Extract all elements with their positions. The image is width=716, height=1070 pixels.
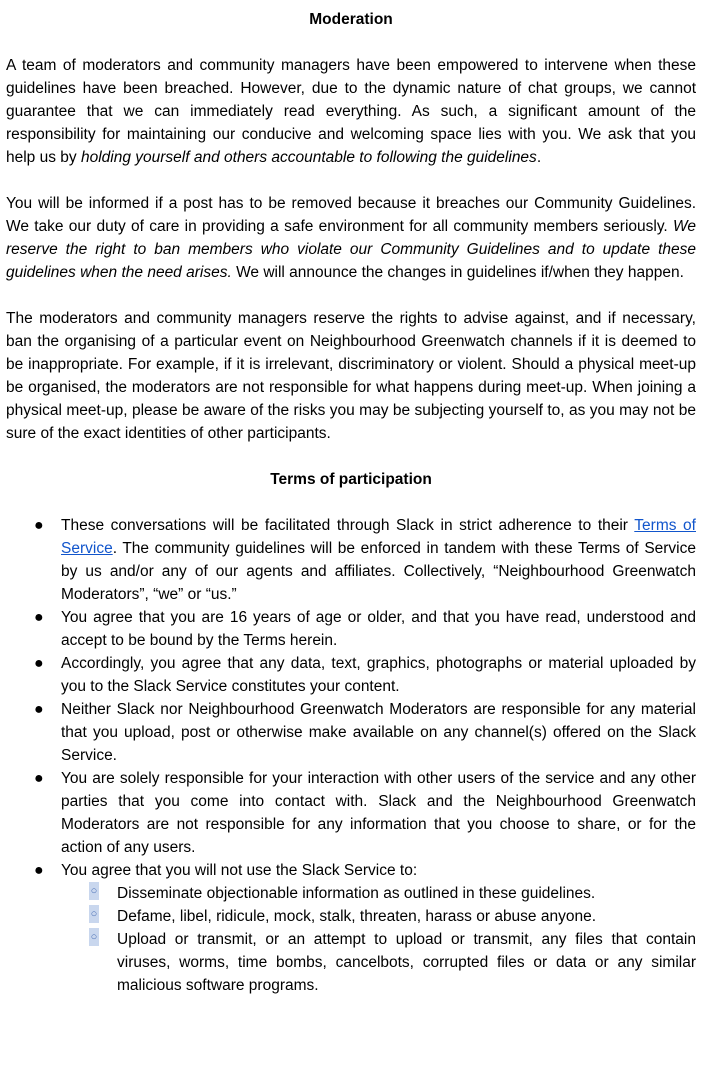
item-text: You agree that you are 16 years of age or older, and that you have read, understood and accept to be bound by the Terms herein.: [61, 609, 696, 649]
circle-bullet-icon: ○: [89, 905, 99, 923]
paragraph-text: .: [536, 149, 542, 166]
bullet-icon: ●: [34, 701, 44, 718]
sub-list-item: [90, 882, 696, 905]
terms-list-item: [34, 514, 696, 606]
terms-list: [6, 514, 696, 997]
terms-of-service-link[interactable]: Terms of Service: [61, 517, 696, 557]
circle-bullet-icon: ○: [89, 882, 99, 900]
terms-list-item: [34, 767, 696, 859]
bullet-icon: ●: [34, 517, 44, 534]
sub-item-text: Disseminate objectionable information as outlined in these guidelines.: [117, 885, 596, 902]
moderation-paragraph-1: [6, 54, 696, 169]
item-text: Neither Slack nor Neighbourhood Greenwatch Moderators are responsible for any material that you upload, post or otherwise make available on any channel(s) offered on the Slack Service.: [61, 701, 696, 764]
sub-item-text: Defame, libel, ridicule, mock, stalk, threaten, harass or abuse anyone.: [117, 908, 597, 925]
terms-list-item: [34, 859, 696, 997]
item-text: You are solely responsible for your interaction with other users of the service and any other parties that you come into contact with. Slack and the Neighbourhood Greenwatch Moderators are not responsible for any information that you choose to share, or for the action of any users.: [61, 770, 696, 856]
bullet-icon: ●: [34, 609, 44, 626]
bullet-icon: ●: [34, 862, 44, 879]
prohibited-uses-list: [61, 882, 696, 997]
circle-bullet-icon: ○: [89, 928, 99, 946]
item-text: Accordingly, you agree that any data, text, graphics, photographs or material uploaded by you to the Slack Service constitutes your content.: [61, 655, 696, 695]
terms-list-item: [34, 606, 696, 652]
item-text: You agree that you will not use the Slack Service to:: [61, 862, 418, 879]
terms-list-item: [34, 698, 696, 767]
bullet-icon: ●: [34, 770, 44, 787]
paragraph-italic-text: We reserve the right to ban members who violate our Community Guidelines and to update these guidelines when the need arises.: [6, 218, 696, 281]
terms-heading: Terms of participation: [270, 471, 432, 488]
item-text: . The community guidelines will be enforced in tandem with these Terms of Service by us and/or any of our agents and affiliates. Collectively, “Neighbourhood Greenwatch Moderators”, “we” or “us.”: [61, 540, 696, 603]
item-text: These conversations will be facilitated through Slack in strict adherence to their: [61, 517, 635, 534]
terms-list-item: [34, 652, 696, 698]
sub-list-item: [90, 928, 696, 997]
bullet-icon: ●: [34, 655, 44, 672]
moderation-heading: Moderation: [309, 11, 393, 28]
paragraph-italic-text: holding yourself and others accountable to following the guidelines: [80, 149, 537, 166]
moderation-paragraph-2: [6, 192, 696, 284]
sub-item-text: Upload or transmit, or an attempt to upload or transmit, any files that contain viruses, worms, time bombs, cancelbots, corrupted files or data or any similar malicious software programs.: [117, 931, 696, 994]
moderation-paragraph-3: The moderators and community managers reserve the rights to advise against, and if necessary, ban the organising of a particular event on Neighbourhood Greenwatch channels if it is deemed to be inappropriate. For example, if it is irrelevant, discriminatory or violent. Should a physical meet-up be organised, the moderators are not responsible for what happens during meet-up. When joining a physical meet-up, please be aware of the risks you may be subjecting yourself to, as you may not be sure of the exact identities of other participants.: [6, 310, 696, 442]
paragraph-text: We will announce the changes in guidelines if/when they happen.: [231, 264, 684, 281]
paragraph-text: A team of moderators and community managers have been empowered to intervene when these guidelines have been breached. However, due to the dynamic nature of chat groups, we cannot guarantee that we can immediately read everything. As such, a significant amount of the responsibility for maintaining our conducive and welcoming space lies with you. We ask that you help us by: [6, 57, 696, 166]
paragraph-text: You will be informed if a post has to be removed because it breaches our Community Guidelines. We take our duty of care in providing a safe environment for all community members seriously.: [6, 195, 696, 235]
sub-list-item: [90, 905, 696, 928]
